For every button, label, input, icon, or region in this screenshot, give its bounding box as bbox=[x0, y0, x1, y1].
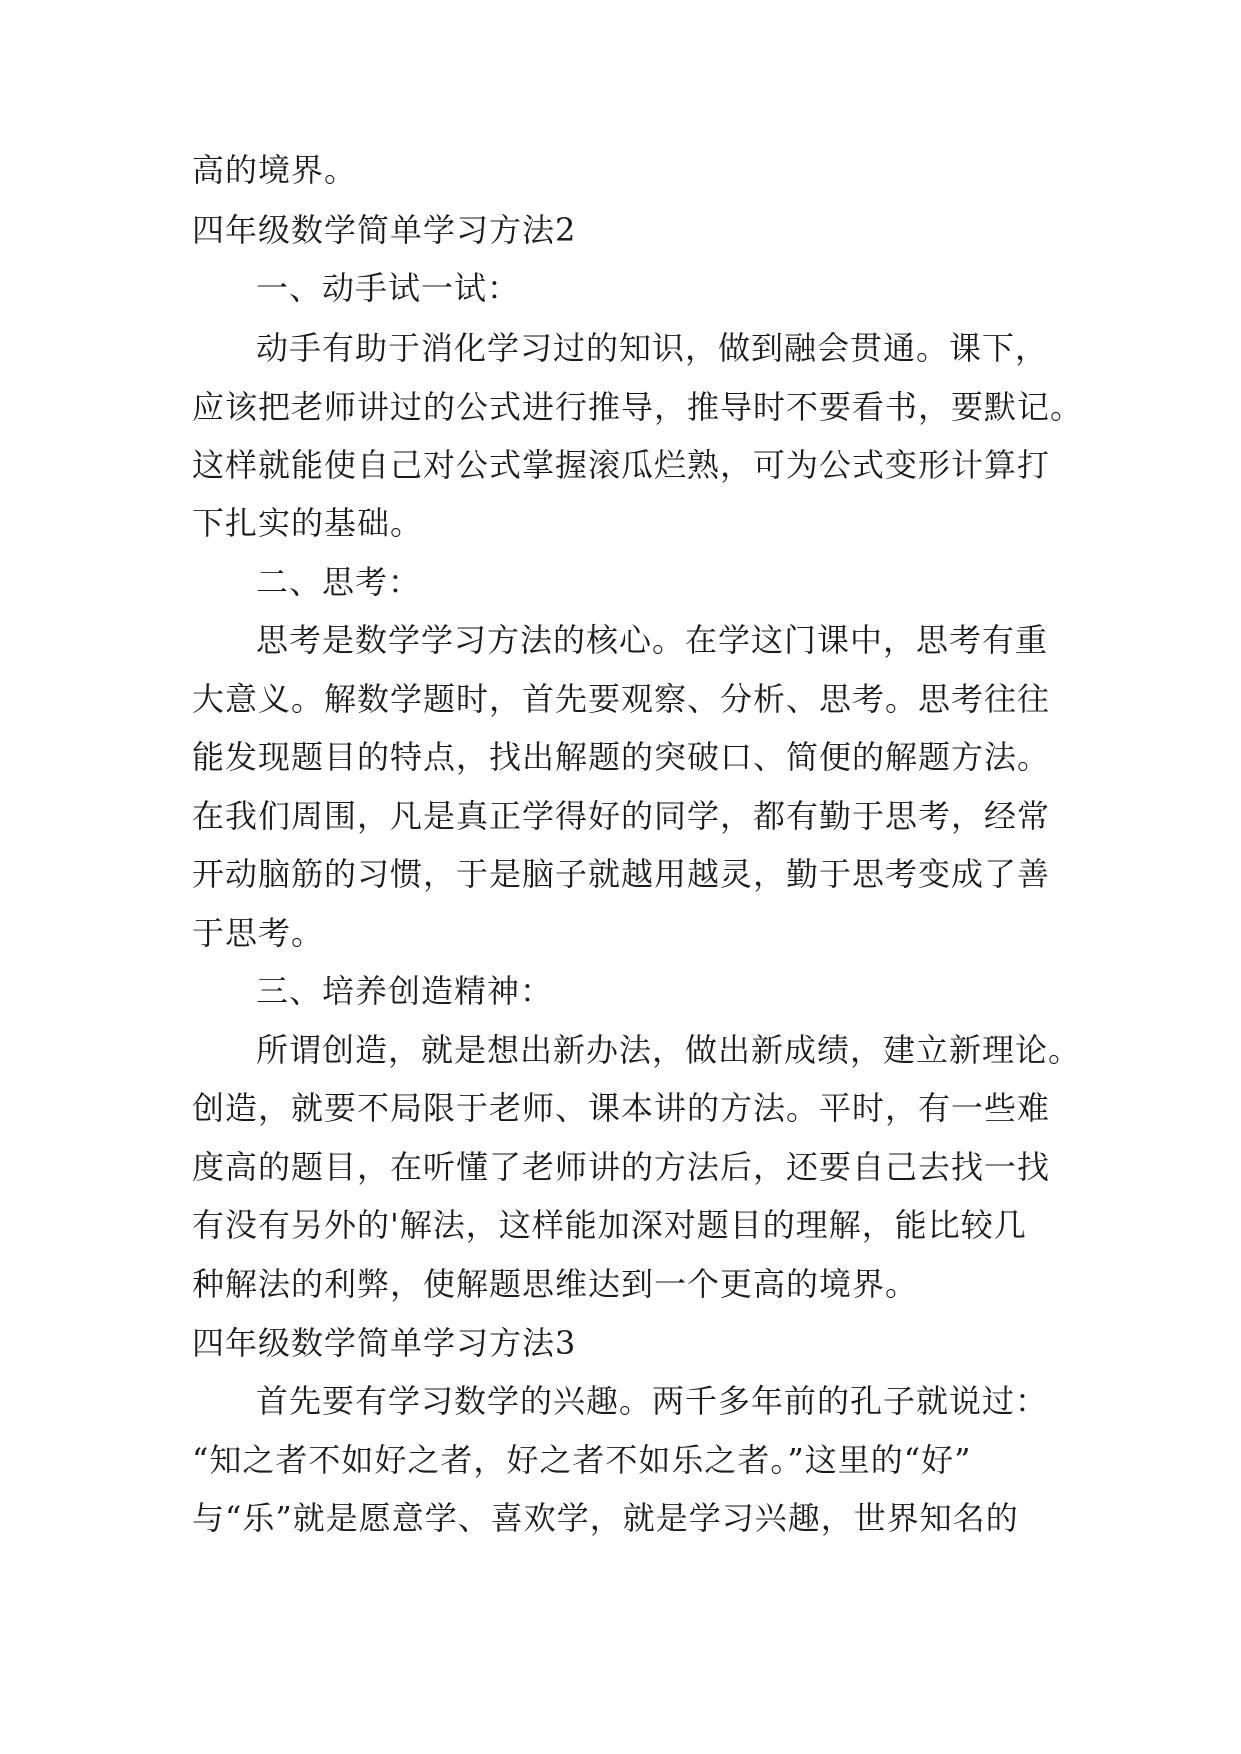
text-line: 这样就能使自己对公式掌握滚瓜烂熟，可为公式变形计算打 bbox=[192, 446, 1051, 484]
section-heading: 四年级数学简单学习方法2 bbox=[192, 211, 577, 249]
text-line: 下扎实的基础。 bbox=[192, 504, 424, 542]
text-line: 与“乐”就是愿意学、喜欢学，就是学习兴趣，世界知名的 bbox=[192, 1499, 1019, 1537]
text-line: 有没有另外的'解法，这样能加深对题目的理解，能比较几 bbox=[192, 1206, 1027, 1244]
text-line: 首先要有学习数学的兴趣。两千多年前的孔子就说过： bbox=[256, 1382, 1049, 1420]
text-line: 所谓创造，就是想出新办法，做出新成绩，建立新理论。 bbox=[256, 1031, 1082, 1069]
text-line: 动手有助于消化学习过的知识，做到融会贯通。课下， bbox=[256, 329, 1049, 367]
text-line: 创造，就要不局限于老师、课本讲的方法。平时，有一些难 bbox=[192, 1089, 1051, 1127]
text-line: 高的境界。 bbox=[192, 151, 358, 189]
subheading: 三、培养创造精神： bbox=[256, 972, 554, 1010]
text-line: 度高的题目，在听懂了老师讲的方法后，还要自己去找一找 bbox=[192, 1148, 1051, 1186]
text-line: 应该把老师讲过的公式进行推导，推导时不要看书，要默记。 bbox=[192, 388, 1084, 426]
subheading: 一、动手试一试： bbox=[256, 269, 521, 307]
text-line: 于思考。 bbox=[192, 914, 325, 952]
text-line: 思考是数学学习方法的核心。在学这门课中，思考有重 bbox=[256, 621, 1049, 659]
text-line: 在我们周围，凡是真正学得好的同学，都有勤于思考，经常 bbox=[192, 797, 1051, 835]
text-line: 能发现题目的特点，找出解题的突破口、简便的解题方法。 bbox=[192, 738, 1051, 776]
subheading: 二、思考： bbox=[256, 563, 422, 601]
section-heading: 四年级数学简单学习方法3 bbox=[192, 1324, 577, 1362]
text-line: 大意义。解数学题时，首先要观察、分析、思考。思考往往 bbox=[192, 680, 1051, 718]
text-line: “知之者不如好之者，好之者不如乐之者。”这里的“好” bbox=[192, 1441, 972, 1479]
text-line: 种解法的利弊，使解题思维达到一个更高的境界。 bbox=[192, 1265, 919, 1303]
text-line: 开动脑筋的习惯，于是脑子就越用越灵，勤于思考变成了善 bbox=[192, 855, 1051, 893]
